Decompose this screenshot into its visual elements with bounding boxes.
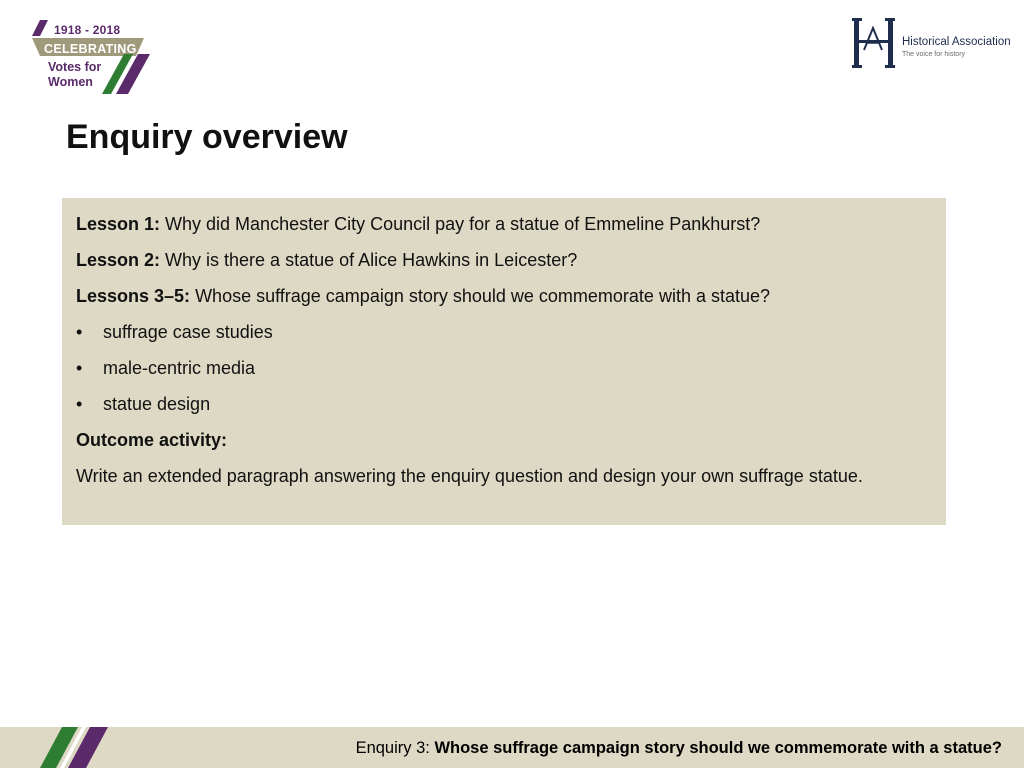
bullet-text: suffrage case studies (103, 322, 273, 342)
page-title: Enquiry overview (66, 118, 348, 156)
footer-enquiry-label: Enquiry 3: (355, 739, 435, 757)
suffrage-stripes-icon (40, 727, 120, 768)
votes-for-women-logo (32, 18, 150, 94)
lesson-1-line (76, 212, 932, 236)
bullet-icon: • (76, 394, 83, 414)
bullet-text: statue design (103, 394, 211, 414)
footer-enquiry-question: Whose suffrage campaign story should we commemorate with a statue? (434, 739, 1002, 757)
bullet-item (76, 320, 932, 344)
logo-votes-line-2: Women (48, 75, 93, 89)
bullet-item (76, 392, 932, 416)
lesson-2-label: Lesson 2: (76, 250, 161, 270)
lesson-2-line (76, 248, 932, 272)
lesson-2-text: Why is there a statue of Alice Hawkins in Leicester? (160, 250, 578, 270)
lessons-3-5-label: Lessons 3–5: (76, 286, 191, 306)
logo-votes-for-women-text (48, 60, 101, 90)
outcome-heading: Outcome activity: (76, 430, 228, 450)
lesson-1-label: Lesson 1: (76, 214, 161, 234)
lessons-3-5-text: Whose suffrage campaign story should we commemorate with a statue? (190, 286, 771, 306)
ha-tagline-text: The voice for history (902, 51, 966, 58)
footer-bar (0, 727, 1024, 768)
bullet-icon: • (76, 358, 83, 378)
logo-celebrating-text: CELEBRATING (44, 42, 137, 56)
ha-monogram-icon (852, 16, 900, 70)
lessons-3-5-line (76, 284, 932, 308)
ha-name-text: Historical Association (902, 36, 1011, 48)
bullet-icon: • (76, 322, 83, 342)
historical-association-logo (852, 16, 1012, 70)
outcome-text: Write an extended paragraph answering the enquiry question and design your own suffrage statue. (76, 466, 863, 486)
footer-enquiry-text (356, 739, 1002, 758)
enquiry-overview-panel (62, 198, 946, 525)
bullet-text: male-centric media (103, 358, 256, 378)
logo-votes-line-1: Votes for (48, 60, 102, 74)
bullet-item (76, 356, 932, 380)
logo-years-text: 1918 - 2018 (54, 23, 121, 37)
lesson-1-text: Why did Manchester City Council pay for a statue of Emmeline Pankhurst? (160, 214, 761, 234)
